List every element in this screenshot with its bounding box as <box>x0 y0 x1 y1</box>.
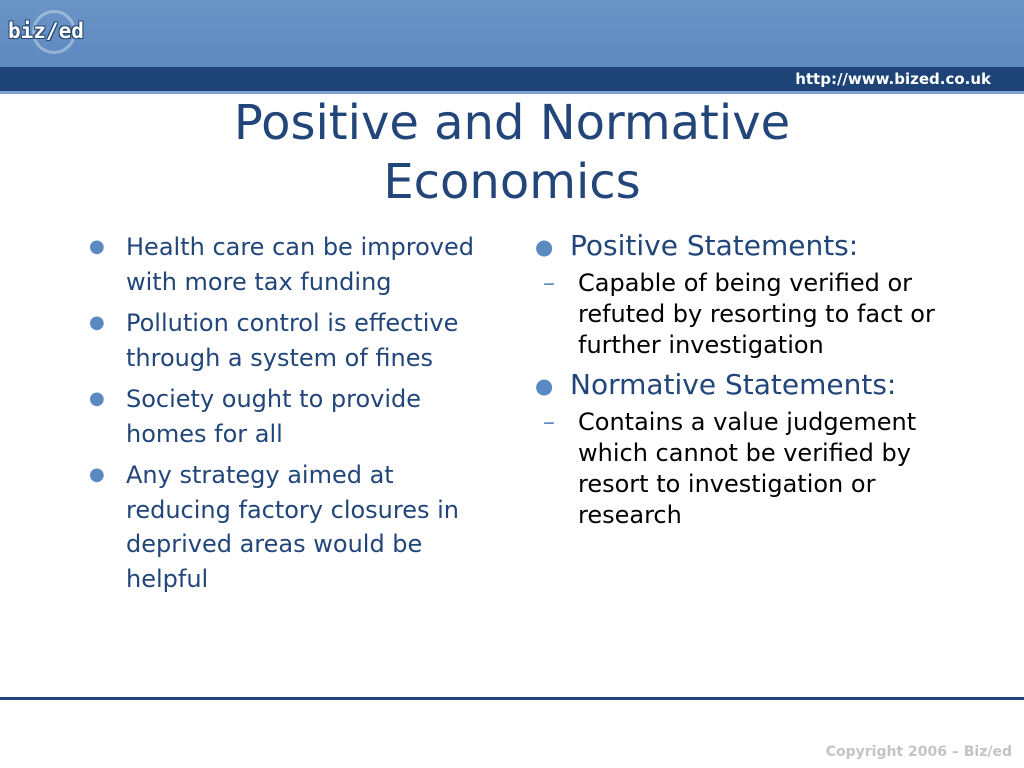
slide-title-line-2: Economics <box>383 154 641 210</box>
copyright-text: Copyright 2006 – Biz/ed <box>825 744 1012 760</box>
sub-list-item <box>533 407 953 531</box>
list-item <box>86 382 496 451</box>
normative-statements-definition: Contains a value judgement which cannot be verified by resort to investigation or research <box>578 408 917 529</box>
sub-list <box>533 407 953 531</box>
bullet-dot-icon: ● <box>89 388 105 409</box>
list-item <box>533 367 953 531</box>
bullet-dot-icon: ● <box>89 464 105 485</box>
normative-statements-label: Normative Statements: <box>570 368 897 401</box>
list-item <box>86 230 496 299</box>
positive-statements-definition: Capable of being verified or refuted by resorting to fact or further investigation <box>578 269 935 359</box>
right-column <box>533 228 953 537</box>
bullet-dot-icon: ● <box>535 374 554 398</box>
list-item-text: Pollution control is effective through a system of fines <box>126 309 459 372</box>
logo-text: biz/ed <box>8 19 84 43</box>
bullet-dot-icon: ● <box>89 236 105 257</box>
list-item-text: Society ought to provide homes for all <box>126 385 422 448</box>
bized-logo <box>6 10 106 54</box>
left-column <box>86 230 496 603</box>
sub-list <box>533 268 953 361</box>
bullet-dot-icon: ● <box>535 235 554 259</box>
definitions-list <box>533 228 953 531</box>
positive-statements-label: Positive Statements: <box>570 229 859 262</box>
list-item <box>86 306 496 375</box>
header-band <box>0 0 1024 67</box>
list-item <box>86 458 496 596</box>
site-url-link[interactable]: http://www.bized.co.uk <box>795 70 991 88</box>
list-item-text: Health care can be improved with more tax funding <box>126 233 474 296</box>
bullet-dot-icon: ● <box>89 312 105 333</box>
slide-title <box>100 94 924 212</box>
sub-list-item <box>533 268 953 361</box>
slide-title-line-1: Positive and Normative <box>233 95 791 151</box>
footer-divider <box>0 697 1024 700</box>
list-item-text: Any strategy aimed at reducing factory closures in deprived areas would be helpful <box>126 461 460 593</box>
examples-list <box>86 230 496 596</box>
dash-icon: – <box>543 408 555 436</box>
dash-icon: – <box>543 269 555 297</box>
list-item <box>533 228 953 361</box>
